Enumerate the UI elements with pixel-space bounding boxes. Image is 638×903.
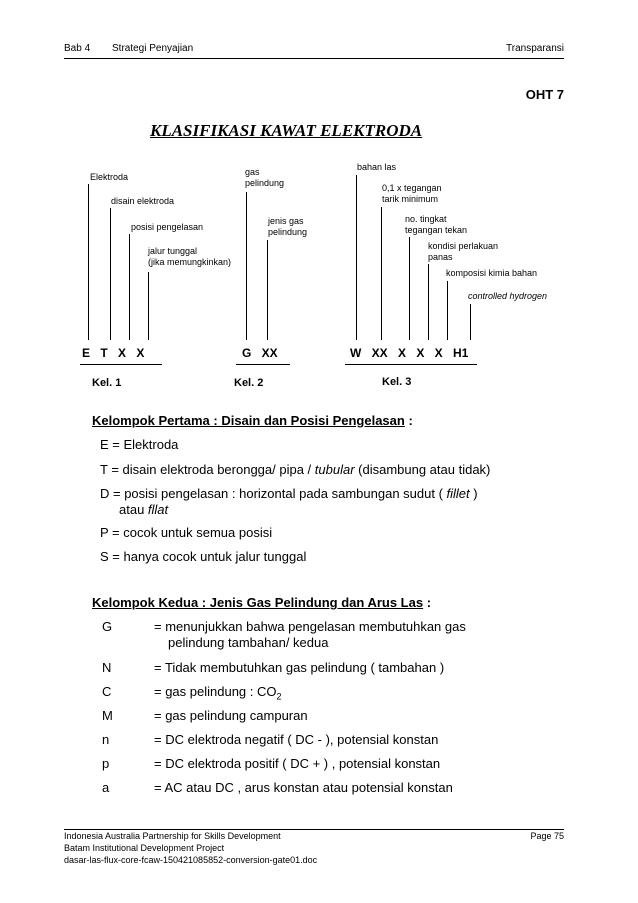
item-t-suffix: (disambung atau tidak) (354, 462, 491, 477)
pointer-line-e (88, 184, 89, 340)
label-bahan: bahan las (357, 162, 397, 172)
footer-page: Page 75 (530, 831, 564, 841)
label-kondisi-2: panas (428, 252, 453, 262)
section2-key-n: N (102, 660, 112, 675)
section2-key-g: G (102, 619, 113, 634)
section2-val-m: = gas pelindung campuran (154, 708, 308, 723)
section2-val-n-small: = DC elektroda negatif ( DC - ), potensial konstan (154, 732, 439, 747)
code-group-1: E T X X (82, 346, 145, 360)
label-tegangan-2: tarik minimum (382, 194, 439, 204)
label-kondisi-1: kondisi perlakuan (428, 241, 499, 251)
item-d2-italic: fllat (147, 502, 169, 517)
val-c-subscript: 2 (276, 691, 282, 702)
label-disain: disain elektroda (111, 196, 175, 206)
label-jalur-1: jalur tunggal (148, 246, 198, 256)
page-title: KLASIFIKASI KAWAT ELEKTRODA (150, 121, 423, 140)
label-tegangan-1: 0,1 x tegangan (382, 183, 442, 193)
item-d-suffix: ) (469, 486, 478, 501)
pointer-line-x2 (148, 272, 149, 340)
label-elektroda: Elektroda (90, 172, 129, 182)
section1-item-t (100, 462, 490, 477)
label-tingkat-1: no. tingkat (405, 214, 447, 224)
section1-item-d-cont (119, 502, 168, 517)
pointer-line-x3 (409, 237, 410, 340)
section2-val-p: = DC elektroda positif ( DC + ) , potensial konstan (154, 756, 441, 771)
label-jenis-gas-1: jenis gas (268, 216, 304, 226)
footer-rule (64, 829, 564, 830)
section1-heading: Kelompok Pertama : Disain dan Posisi Pengelasan (92, 413, 405, 428)
label-gas-1: gas (245, 167, 260, 177)
item-t-text: T = disain elektroda berongga/ pipa / (100, 462, 315, 477)
pointer-line-g (246, 192, 247, 340)
section2-val-g-cont: pelindung tambahan/ kedua (168, 635, 329, 650)
item-d-italic: fillet (446, 486, 470, 501)
label-jalur-2: (jika memungkinkan) (148, 257, 232, 267)
pointer-line-x1 (129, 234, 130, 340)
code-group-3: W XX X X X H1 (350, 346, 469, 360)
section1-heading-row (92, 412, 413, 430)
header-right: Transparansi (506, 43, 564, 54)
label-komposisi: komposisi kimia bahan (446, 268, 538, 278)
section2-val-g: = menunjukkan bahwa pengelasan membutuhkan gas (154, 619, 466, 634)
section2-key-m: M (102, 708, 113, 723)
item-t-italic: tubular (314, 462, 355, 477)
pointer-line-x4 (428, 264, 429, 340)
section2-colon: : (423, 595, 432, 610)
header-rule (64, 58, 564, 59)
group-label-1: Kel. 1 (92, 377, 122, 389)
section2-key-c: C (102, 684, 112, 699)
label-gas-2: pelindung (245, 178, 285, 188)
label-tingkat-2: tegangan tekan (405, 225, 468, 235)
header-chapter-title: Strategi Penyajian (112, 43, 194, 54)
section2-val-a: = AC atau DC , arus konstan atau potensial konstan (154, 780, 453, 795)
group-label-3: Kel. 3 (382, 376, 412, 388)
section2-val-c (154, 684, 282, 702)
item-d2-text: atau (119, 502, 148, 517)
item-d-text: D = posisi pengelasan : horizontal pada sambungan sudut ( (100, 486, 447, 501)
pointer-line-x5 (447, 281, 448, 340)
section1-item-e: E = Elektroda (100, 437, 179, 452)
pointer-line-h1 (470, 304, 471, 340)
section1-colon: : (404, 413, 413, 428)
label-hydrogen: controlled hydrogen (468, 291, 548, 301)
bracket-group-2 (236, 364, 290, 365)
header-chapter: Bab 4 (64, 43, 91, 54)
code-group-2: G XX (242, 346, 278, 360)
bracket-group-3 (345, 364, 477, 365)
section1-item-d (100, 486, 478, 501)
bracket-group-1 (80, 364, 162, 365)
footer-line-3: dasar-las-flux-core-fcaw-150421085852-conversion-gate01.doc (64, 855, 318, 865)
label-posisi: posisi pengelasan (131, 222, 204, 232)
pointer-line-w (356, 175, 357, 340)
group-label-2: Kel. 2 (234, 377, 264, 389)
pointer-line-t (110, 208, 111, 340)
pointer-line-xx (267, 240, 268, 340)
pointer-line-xx2 (381, 207, 382, 340)
section2-key-n-small: n (102, 732, 110, 747)
section1-item-s: S = hanya cocok untuk jalur tunggal (100, 549, 307, 564)
section2-heading-row (92, 594, 431, 612)
section1-item-p: P = cocok untuk semua posisi (100, 525, 273, 540)
footer-line-2: Batam Institutional Development Project (64, 843, 225, 853)
label-jenis-gas-2: pelindung (268, 227, 308, 237)
val-c-text: = gas pelindung : CO (154, 684, 277, 699)
footer-line-1: Indonesia Australia Partnership for Skills Development (64, 831, 281, 841)
oht-label: OHT 7 (525, 87, 564, 102)
section2-key-p: p (102, 756, 110, 771)
section2-key-a: a (102, 780, 110, 795)
section2-heading: Kelompok Kedua : Jenis Gas Pelindung dan Arus Las (92, 595, 424, 610)
section2-val-n: = Tidak membutuhkan gas pelindung ( tambahan ) (154, 660, 445, 675)
